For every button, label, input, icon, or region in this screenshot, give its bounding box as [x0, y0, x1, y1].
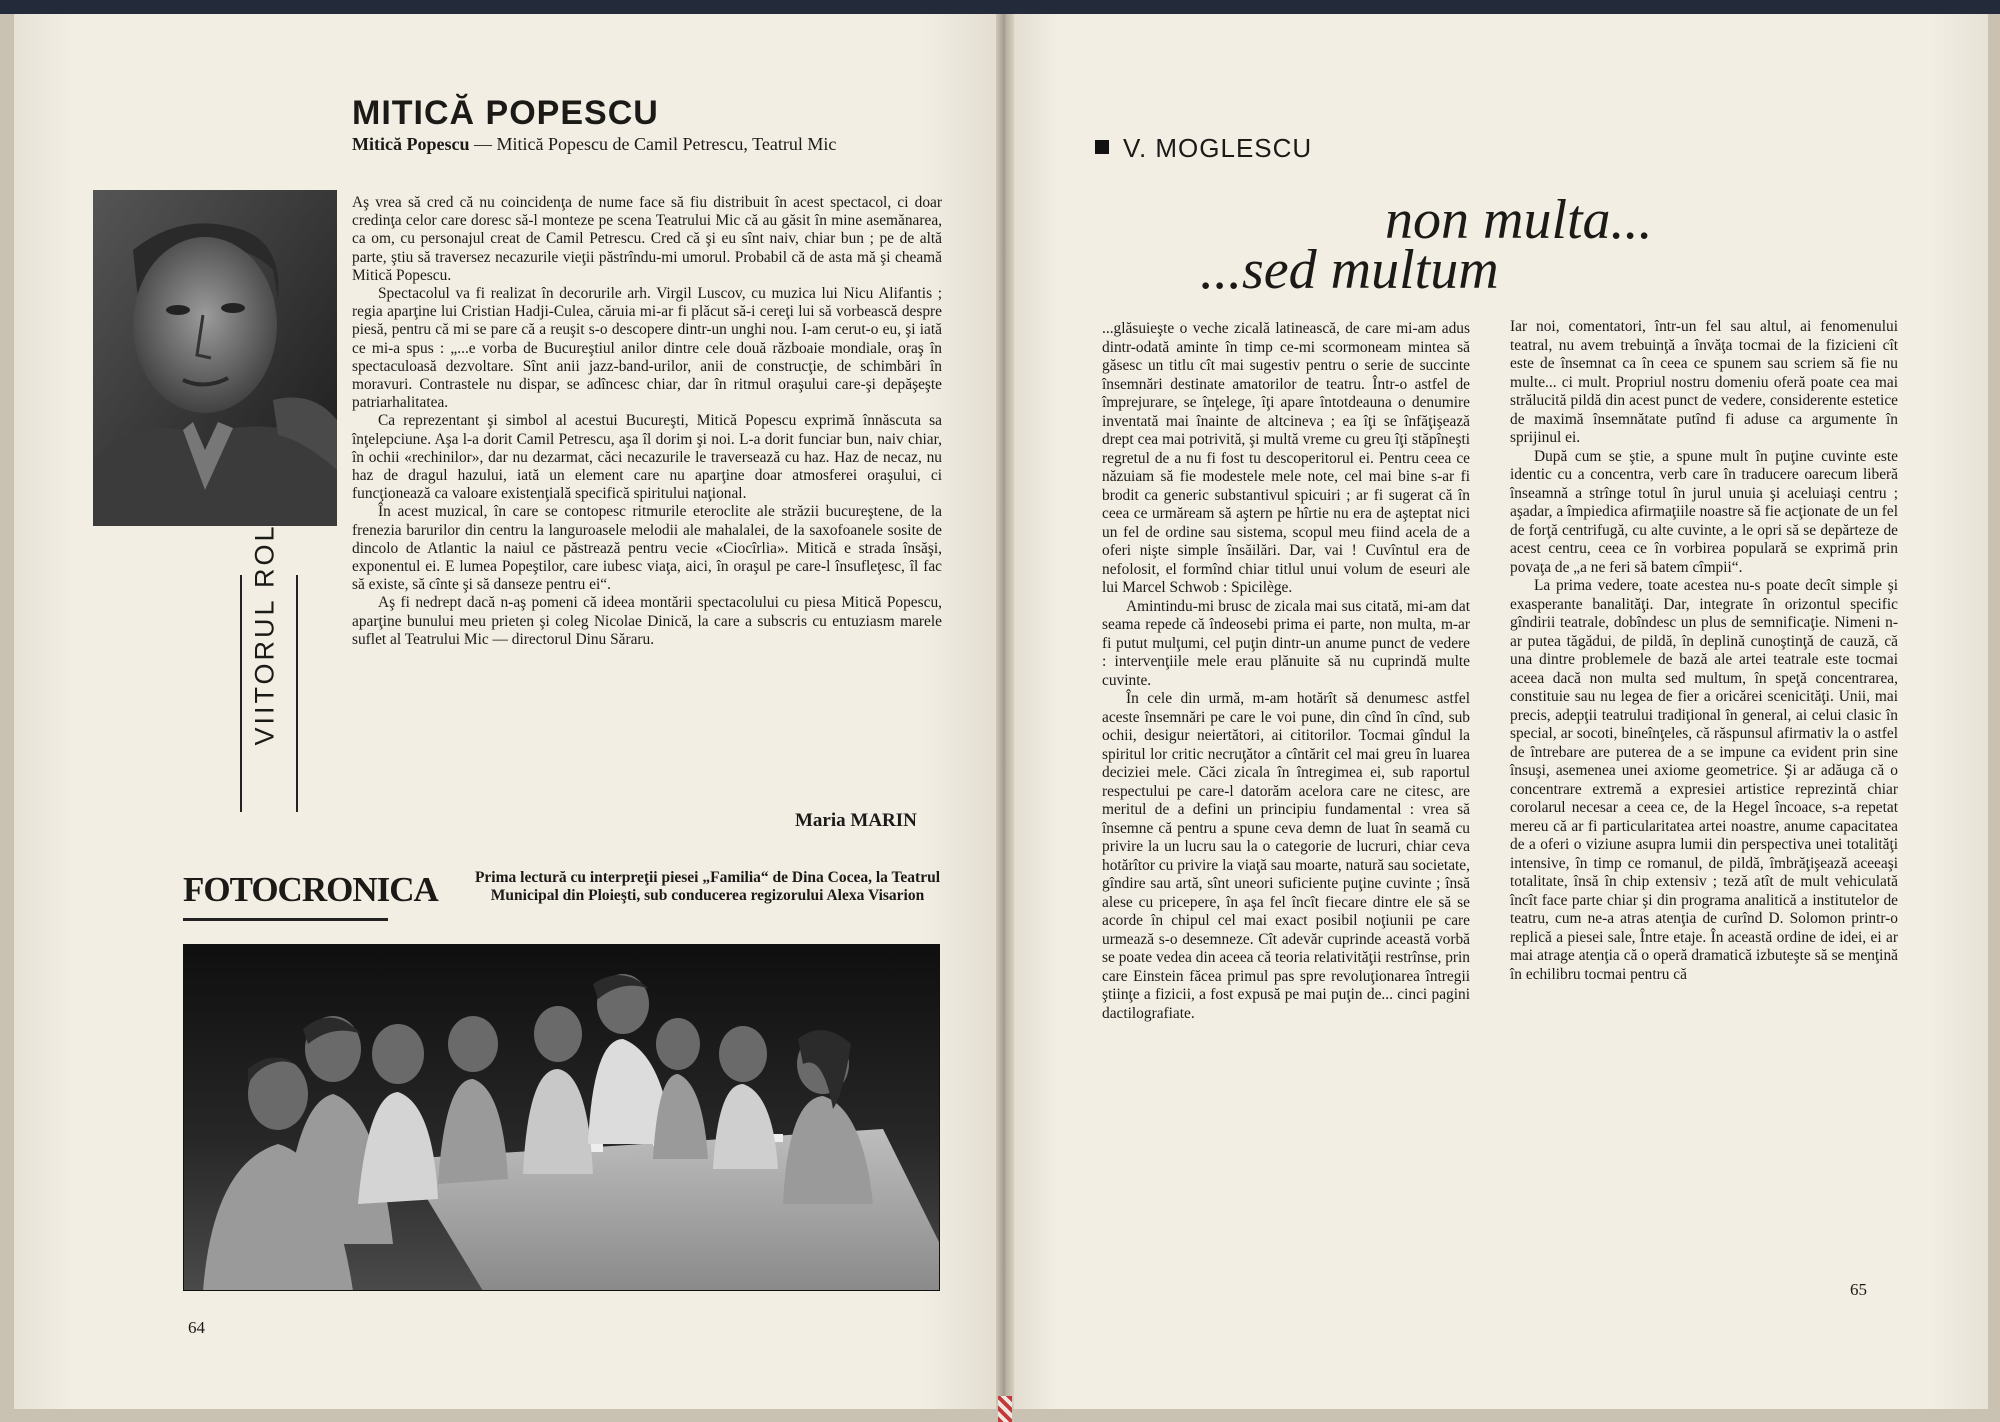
fotocronica-title: FOTOCRONICA [183, 870, 438, 909]
article-body [352, 194, 942, 649]
essay-paragraph: După cum se ştie, a spune mult în puţine cuvinte este identic cu a concentra, verb care în traducere oarecum liberă înseamnă a strînge totul în jurul unuia şi aceluiaşi centru ; aşadar, a împiedica afirmaţiile noastre să fie acţionate de un fel de forţă centrifugă, cu alte cuvinte, a le opri să se depărteze de acest centru, ceea ce în vorbirea populară se exprimă prin povaţa de „a ne feri să batem cîmpii“. [1510, 447, 1898, 576]
essay-column-1 [1102, 320, 1470, 1023]
essay-title-line-1: non multa... [1385, 189, 1653, 251]
bookmark-ribbon [998, 1396, 1012, 1422]
subtitle-rest: — Mitică Popescu de Camil Petrescu, Teatrul Mic [469, 134, 837, 154]
essay-paragraph: În cele din urmă, m-am hotărît să denumesc astfel aceste însemnări pe care le voi pune, din cînd în cînd, sub ochii, desigur neiertători, ai cititorilor. Tocmai gîndul la spiritul lor critic necruţător a cîntărit cel mai greu în luarea deciziei mele. Căci zicala în întregimea ei, sub raportul respectului pe care-l datorăm acelora care ne citesc, are meritul de a defini un principiu fundamental : vrea să însemne că pentru a spune ceva demn de luat în seamă cu privire la un lucru sau la o categorie de lucruri, chiar ceva hotărîtor cu privire la viaţă sau moarte, natură sau societate, gîndire sau artă, sînt uneori suficiente puţine cuvinte ; însă alese cu pricepere, în aşa fel încît fiecare dintre ele să se acorde în chipul cel mai exact posibil noţiunii pe care urmează s-o desemneze. Cît adevăr cuprinde această vorbă se poate vedea din aceea că teoria relativităţii restrînse, prin care Einstein făcea primul pas spre revoluţionarea întregii ştiinţe a fizicii, a fost expusă pe mai puţin de... cinci pagini dactilografiate. [1102, 690, 1470, 1022]
book-gutter [996, 14, 1014, 1409]
article-paragraph: Aş vrea să cred că nu coincidenţa de nume face să fiu distribuit în acest spectacol, ci doar credinţa celor care doresc să-l monteze pe scena Teatrului Mic că au găsit în mine asemănarea, ca om, cu personajul creat de Camil Petrescu. Cred că şi eu sînt naiv, chiar bun ; pe de altă parte, ştiu să traversez necazurile vieţii păstrîndu-mi umorul. Probabil că de asta mă şi cheamă Mitică Popescu. [352, 194, 942, 284]
page-number: 65 [1850, 1280, 1867, 1299]
essay-paragraph: Iar noi, comentatori, într-un fel sau altul, ai fenomenului teatral, nu avem trebuinţă a învăţa tocmai de la fizicieni cît este de însemnat ca în ceea ce spunem sau scriem să fie nu multe... ci mult. Propriul nostru domeniu oferă poate cea mai strălucită pildă din acest punct de vedere, considerente estetice de maximă însemnătate putînd fi aduse ca argumente în sprijinul ei. [1510, 318, 1898, 446]
book-cover-edge [0, 0, 2000, 14]
page-number: 64 [188, 1318, 205, 1337]
article-paragraph: Aş fi nedrept dacă n-aş pomeni că ideea montării spectacolului cu piesa Mitică Popescu, aparţine bunului meu prieten şi coleg Nicolae Dinică, la care a subscris cu entuziasm marele suflet al Teatrului Mic — directorul Dinu Săraru. [352, 594, 942, 648]
photo-caption: Prima lectură cu interpreţii piesei „Familia“ de Dina Cocea, la Teatrul Municipal din Ploieşti, sub conducerea regizorului Alexa Visarion [474, 869, 941, 904]
essay-column-2 [1510, 318, 1898, 984]
subtitle-name: Mitică Popescu [352, 134, 470, 154]
article-subtitle [352, 134, 952, 155]
essay-author: V. MOGLESCU [1123, 133, 1313, 163]
article-paragraph: În acest muzical, în care se contopesc ritmurile eteroclite ale străzii bucureştene, de la frenezia barurilor din centru la languroasele melodii ale mahalalei, de la saxofoanele sosite de dincolo de Atlantic la naiul ce păstrează pentru vecie «Ciocîrlia». Mitică e strada însăşi, exponentul ei. E lumea Popeştilor, care iubesc viaţa, aici, în oraşul pe care-l însufleţesc, îl fac să existe, să cînte şi să danseze pentru ei“. [352, 503, 942, 594]
column-label [250, 646, 281, 746]
actor-portrait-photo [93, 190, 337, 526]
author-bullet-square [1095, 140, 1109, 154]
essay-paragraph: ...glăsuieşte o veche zicală latinească, de care mi-am adus dintr-odată aminte în timp ce-mi scormoneam mintea să găsesc un titlu cît mai sugestiv pentru o serie de succinte însemnări destinate amatorilor de teatru. Într-o astfel de împrejurare, se înţelege, îţi apare întotdeauna o denumire inventată mai înainte de altcineva ; ea îţi se înfăţişează drept cea mai potrivită, şi multă vreme cu greu îţi stăpîneşti regretul de a nu fi fost tu descoperitorul ei. Pentru ceea ce năzuiam să fie modestele mele note, cel mai bine s-ar fi brodit ca generic substantivul spicuiri ; ar fi sugerat că în ceea ce urmăream să aştern pe hîrtie nu era de aşteptat nici un fel de ordine sau sistema, scopul meu fiind acela de a oferi nişte simple însăilări. Dar, vai ! Cuvîntul era de nefolosit, el formînd chiar titlul unui volum de eseuri ale lui Marcel Schwob : Spicilège. [1102, 320, 1470, 596]
article-heading: MITICĂ POPESCU [352, 94, 659, 132]
essay-title-line-2: ...sed multum [1200, 239, 1499, 301]
essay-paragraph: Amintindu-mi brusc de zicala mai sus citată, mi-am dat seama repede că îndeosebi prima ei parte, non multa, m-ar fi putut mulţumi, cel puţin dintr-un anume punct de vedere : intervenţiile mele erau plănuite să nu cuprindă multe cuvinte. [1102, 597, 1470, 689]
article-paragraph: Ca reprezentant şi simbol al acestui Bucureşti, Mitică Popescu exprimă înnăscuta sa înţelepciune. Aşa l-a dorit Camil Petrescu, aşa îl dorim şi noi. L-a dorit funciar bun, naiv chiar, în ochii «rechinilor», dar nu dezarmat, căci necazurile le traversează cu haz. Haz de necaz, nu haz de dragul hazului, iată un element care nu aparţine doar atmosferei oraşului, ci funcţionează ca valoare existenţială specifică spiritului naţional. [352, 412, 942, 503]
article-paragraph: Spectacolul va fi realizat în decorurile arh. Virgil Luscov, cu muzica lui Nicu Alifantis ; regia aparţine lui Cristian Hadji-Culea, căruia mi-ar fi plăcut să-i cereţi lui să vorbească despre piesă, pentru că mi se pare că a reuşit s-o descopere dintr-un unghi nou. I-am cerut-o eu, şi iată ce mi-a spus : „...e vorba de Bucureştiul anilor dintre cele două războaie mondiale, oraş în spectaculoasă dezvoltare. Sînt anii jazz-band-urilor, anii de construcţie, de schimbări în moravuri. Contrastele nu dispar, se adîncesc chiar, dar în ritmul oraşului care-şi depăşeşte patriarhalitatea. [352, 285, 942, 412]
essay-paragraph: La prima vedere, toate acestea nu-s poate decît simple şi exasperante banalităţi. Dar, integrate în orizontul specific gîndirii teatrale, dobîndesc un plus de semnificaţie. Nimeni n-ar putea tăgădui, de pildă, în deplină cunoştinţă de cauză, că una dintre problemele de bază ale artei teatrale este tocmai aceea dacă non multa sed multum, în speţă concentrarea, constituie sau nu legea de fier a oricărei scenicităţi. Unii, mai precis, adepţii teatrului tradiţional în general, ai celui clasic în special, ar socoti, bineînţeles, că răspunsul afirmativ la o astfel de întrebare are puterea de a se impune ca evident prin sine însuşi, asemenea unei axiome geometrice. Şi ar adăuga că o concentrare extremă a expresiei artistice reprezintă chiar corolarul necesar a ceea ce, de la Hegel încoace, s-a repetat mereu că ar fi particularitatea artei noastre, anume capacitatea de a oferi o viziune asupra lumii din perspectiva unei totalităţi intensive, în timp ce romanul, de pildă, îmbrăţişează aceeaşi totalitate, însă în chip extensiv ; teză atît de mult vehiculată încît face parte chiar şi din programa analitică a institutelor de teatru, cum ne-a atras atenţia de curînd D. Solomon printr-o replică a piesei sale, Între etaje. În această ordine de idei, ei ar mai atrage atenţia că o operă dramatică izbuteşte să se menţină în echilibru tocmai pentru că [1510, 577, 1898, 983]
title-underline [183, 918, 388, 921]
article-author: Maria MARIN [795, 810, 917, 831]
rehearsal-photo [183, 944, 940, 1291]
